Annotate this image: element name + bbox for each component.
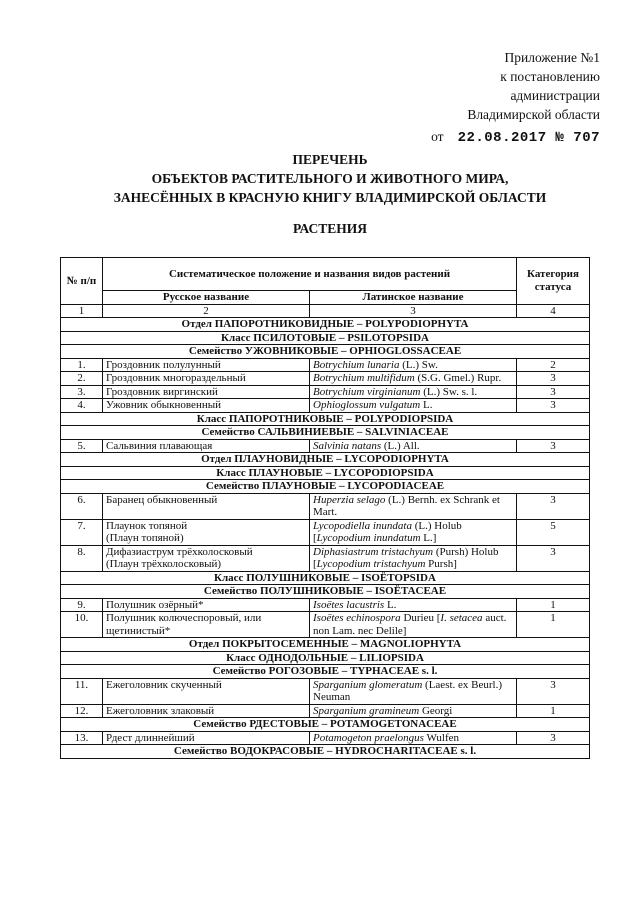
date-stamp: 22.08.2017 № 707	[457, 130, 600, 146]
title-line: ПЕРЕЧЕНЬ	[292, 152, 368, 167]
status-category: 3	[517, 678, 590, 704]
header-numbers-row	[61, 304, 590, 318]
russian-name-synonym: (Плаун трёхколосковый)	[106, 558, 222, 570]
header-russian: Русское название	[103, 291, 310, 305]
table-row	[61, 545, 590, 571]
taxon-family: Семейство ПЛАУНОВЫЕ – LYCOPODIACEAE	[61, 480, 590, 494]
table-row	[61, 399, 590, 413]
row-number: 12.	[61, 704, 103, 718]
latin-binomial: Botrychium virginianum	[313, 385, 421, 398]
taxon-family: Семейство РДЕСТОВЫЕ – POTAMOGETONACEAE	[61, 718, 590, 732]
latin-binomial: Lycopodiella inundata	[313, 519, 412, 532]
taxon-division: Отдел ПОКРЫТОСЕМЕННЫЕ – MAGNOLIOPHYTA	[61, 638, 590, 652]
approval-line: администрации	[510, 88, 600, 103]
table-row	[61, 493, 590, 519]
synonym-authority: Pursh]	[425, 558, 457, 570]
approval-line: к постановлению	[500, 69, 600, 84]
latin-authority: (L.) Sw.	[399, 358, 438, 371]
russian-name-synonym: (Плаун топяной)	[106, 532, 184, 544]
latin-authority: (L.) All.	[381, 439, 420, 452]
header-row	[61, 258, 590, 291]
latin-authority: (L.) Sw. s. l.	[420, 385, 478, 398]
column-number: 4	[517, 304, 590, 318]
russian-name: Ежеголовник скученный	[103, 678, 310, 704]
group-row	[61, 651, 590, 665]
status-category: 2	[517, 358, 590, 372]
latin-name	[310, 493, 517, 519]
latin-binomial: Huperzia selago	[313, 493, 386, 506]
status-category: 1	[517, 598, 590, 612]
latin-binomial: Ophioglossum vulgatum	[313, 399, 421, 411]
group-row	[61, 585, 590, 599]
header-latin: Латинское название	[310, 291, 517, 305]
title-line: ЗАНЕСЁННЫХ В КРАСНУЮ КНИГУ ВЛАДИМИРСКОЙ ОБЛАСТИ	[113, 190, 547, 205]
taxon-family: Семейство САЛЬВИНИЕВЫЕ – SALVINIACEAE	[61, 426, 590, 440]
latin-binomial: Sparganium glomeratum	[313, 678, 423, 691]
status-category: 1	[517, 612, 590, 638]
status-category: 3	[517, 439, 590, 453]
approval-line: Приложение №1	[504, 50, 600, 65]
table-row	[61, 439, 590, 453]
row-number: 11.	[61, 678, 103, 704]
group-row	[61, 665, 590, 679]
column-number: 2	[103, 304, 310, 318]
row-number: 9.	[61, 598, 103, 612]
latin-name	[310, 545, 517, 571]
row-number: 10.	[61, 612, 103, 638]
latin-authority: (L.) Holub	[411, 519, 462, 532]
taxon-class: Класс ПСИЛОТОВЫЕ – PSILOTOPSIDA	[61, 331, 590, 345]
status-category: 3	[517, 399, 590, 413]
row-number: 2.	[61, 372, 103, 386]
latin-name	[310, 731, 517, 745]
latin-name	[310, 385, 517, 399]
group-row	[61, 718, 590, 732]
taxon-class: Класс ПАПОРОТНИКОВЫЕ – POLYPODIOPSIDA	[61, 412, 590, 426]
latin-authority: L.	[384, 598, 397, 611]
russian-name	[103, 519, 310, 545]
latin-name	[310, 612, 517, 638]
species-table	[60, 257, 590, 759]
russian-name: Рдест длиннейший	[103, 731, 310, 745]
latin-authority: (Laest. ex Beurl.) Neuman	[313, 678, 503, 703]
table-row	[61, 612, 590, 638]
status-category: 3	[517, 493, 590, 519]
group-row	[61, 345, 590, 359]
group-row	[61, 412, 590, 426]
latin-synonym: Lycopodium tristachyum	[316, 558, 426, 570]
latin-name	[310, 358, 517, 372]
date-prefix: от	[431, 129, 444, 144]
status-category: 3	[517, 372, 590, 386]
latin-name	[310, 598, 517, 612]
status-category: 3	[517, 545, 590, 571]
latin-binomial: Botrychium lunaria	[313, 358, 400, 371]
russian-name: Сальвиния плавающая	[103, 439, 310, 453]
status-category: 5	[517, 519, 590, 545]
group-row	[61, 480, 590, 494]
latin-name	[310, 399, 517, 413]
russian-name: Гроздовник виргинский	[103, 385, 310, 399]
latin-binomial: Diphasiastrum tristachyum	[313, 545, 434, 558]
latin-name	[310, 372, 517, 386]
group-row	[61, 745, 590, 759]
taxon-family: Семейство ПОЛУШНИКОВЫЕ – ISOËTACEAE	[61, 585, 590, 599]
table-row	[61, 704, 590, 718]
taxon-class: Класс ПЛАУНОВЫЕ – LYCOPODIOPSIDA	[61, 466, 590, 480]
taxon-division: Отдел ПЛАУНОВИДНЫЕ – LYCOPODIOPHYTA	[61, 453, 590, 467]
group-row	[61, 331, 590, 345]
latin-synonym: Lycopodium inundatum	[316, 532, 421, 544]
header-row	[61, 291, 590, 305]
russian-name: Полушник озёрный*	[103, 598, 310, 612]
taxon-class: Класс ОДНОДОЛЬНЫЕ – LILIOPSIDA	[61, 651, 590, 665]
latin-binomial: Salvinia natans	[313, 439, 382, 452]
latin-authority: (S.G. Gmel.) Rupr.	[414, 372, 502, 384]
row-number: 5.	[61, 439, 103, 453]
approval-date-line	[420, 127, 600, 148]
column-number: 1	[61, 304, 103, 318]
russian-name: Ежеголовник злаковый	[103, 704, 310, 718]
latin-authority: (L.) Bernh. ex Schrank et Mart.	[313, 493, 500, 518]
group-row	[61, 318, 590, 332]
row-number: 7.	[61, 519, 103, 545]
russian-name: Баранец обыкновенный	[103, 493, 310, 519]
taxon-family: Семейство ВОДОКРАСОВЫЕ – HYDROCHARITACEAE s. l.	[61, 745, 590, 759]
taxon-division: Отдел ПАПОРОТНИКОВИДНЫЕ – POLYPODIOPHYTA	[61, 318, 590, 332]
table-row	[61, 598, 590, 612]
taxon-family: Семейство РОГОЗОВЫЕ – TYPHACEAE s. l.	[61, 665, 590, 679]
russian-name-line: Дифазиаструм трёхколосковый	[106, 545, 253, 558]
row-number: 1.	[61, 358, 103, 372]
latin-name	[310, 704, 517, 718]
russian-name: Гроздовник многораздельный	[103, 372, 310, 386]
row-number: 13.	[61, 731, 103, 745]
table-row	[61, 372, 590, 386]
group-row	[61, 571, 590, 585]
group-row	[61, 426, 590, 440]
group-row	[61, 466, 590, 480]
section-title: РАСТЕНИЯ	[292, 221, 368, 236]
header-num: № п/п	[61, 258, 103, 305]
status-category: 3	[517, 385, 590, 399]
latin-binomial: Potamogeton praelongus	[313, 731, 424, 744]
latin-name	[310, 439, 517, 453]
title-line: ОБЪЕКТОВ РАСТИТЕЛЬНОГО И ЖИВОТНОГО МИРА,	[151, 171, 509, 186]
table-row	[61, 678, 590, 704]
latin-name	[310, 519, 517, 545]
synonym-bracket: [	[313, 532, 317, 544]
latin-binomial: Isoëtes echinospora	[313, 612, 401, 624]
group-row	[61, 638, 590, 652]
latin-authority: Georgi	[419, 704, 453, 717]
synonym-authority: auct. non Lam. nec Delile]	[313, 612, 507, 637]
russian-name: Гроздовник полулунный	[103, 358, 310, 372]
russian-name: Ужовник обыкновенный	[103, 399, 310, 413]
status-category: 3	[517, 731, 590, 745]
table-row	[61, 519, 590, 545]
latin-authority: Wulfen	[423, 731, 460, 744]
latin-binomial: Botrychium multifidum	[313, 372, 415, 384]
approval-line: Владимирской области	[467, 107, 600, 122]
table-row	[61, 385, 590, 399]
header-systematic: Систематическое положение и названия видов растений	[103, 258, 517, 291]
table-row	[61, 731, 590, 745]
row-number: 6.	[61, 493, 103, 519]
column-number: 3	[310, 304, 517, 318]
latin-authority: (Pursh) Holub [	[313, 545, 499, 570]
document-title	[40, 150, 620, 207]
group-row	[61, 453, 590, 467]
taxon-class: Класс ПОЛУШНИКОВЫЕ – ISOËTOPSIDA	[61, 571, 590, 585]
russian-name: Полушник колючеспоровый, или щетинистый*	[103, 612, 310, 638]
latin-binomial: Sparganium gramineum	[313, 704, 420, 717]
latin-authority: Durieu [	[400, 612, 441, 624]
latin-synonym: I. setacea	[440, 612, 483, 624]
row-number: 8.	[61, 545, 103, 571]
russian-name	[103, 545, 310, 571]
header-category: Категория статуса	[517, 258, 590, 305]
row-number: 3.	[61, 385, 103, 399]
status-category: 1	[517, 704, 590, 718]
taxon-family: Семейство УЖОВНИКОВЫЕ – OPHIOGLOSSACEAE	[61, 345, 590, 359]
russian-name-line: Плаунок топяной	[106, 519, 188, 532]
synonym-authority: L.]	[420, 532, 437, 544]
row-number: 4.	[61, 399, 103, 413]
latin-name	[310, 678, 517, 704]
table-row	[61, 358, 590, 372]
latin-authority: L.	[420, 399, 433, 411]
latin-binomial: Isoëtes lacustris	[313, 598, 385, 611]
approval-block	[420, 48, 600, 148]
